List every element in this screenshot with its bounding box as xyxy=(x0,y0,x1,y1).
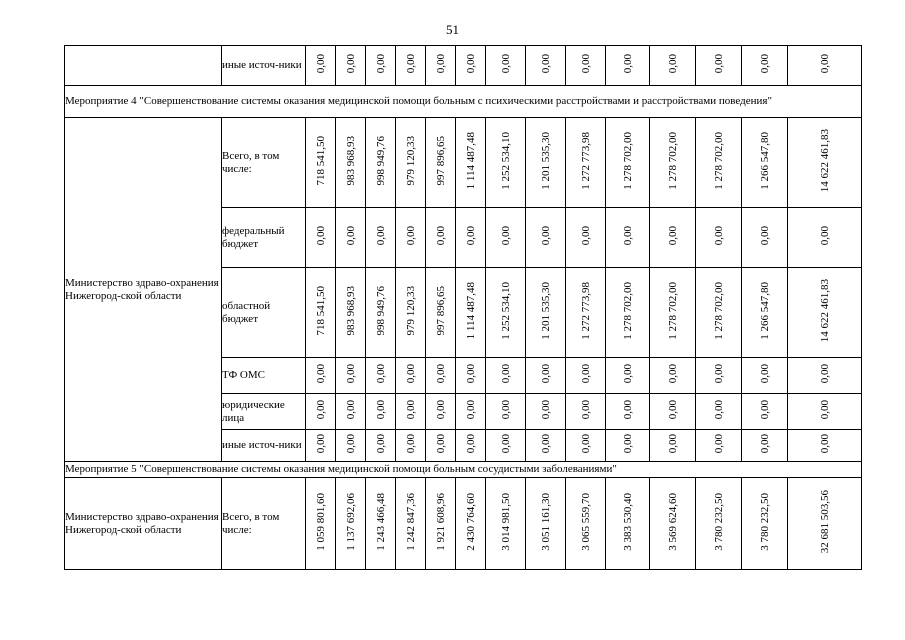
value-text: 0,00 xyxy=(758,433,771,454)
value-cell xyxy=(606,478,650,570)
value-text: 3 780 232,50 xyxy=(712,492,725,551)
value-cell xyxy=(426,430,456,462)
event-header-row xyxy=(65,462,862,478)
table-row xyxy=(65,478,862,570)
value-text: 0,00 xyxy=(464,399,477,420)
value-text: 0,00 xyxy=(621,53,634,74)
value-cell xyxy=(396,268,426,358)
value-text: 3 014 981,50 xyxy=(499,492,512,551)
value-cell xyxy=(696,268,742,358)
value-cell xyxy=(306,430,336,462)
value-cell xyxy=(696,208,742,268)
value-cell xyxy=(526,478,566,570)
value-cell xyxy=(526,268,566,358)
value-cell xyxy=(742,46,788,86)
value-text: 997 896,65 xyxy=(434,135,447,186)
value-text: 0,00 xyxy=(712,399,725,420)
value-cell xyxy=(456,268,486,358)
value-cell xyxy=(526,46,566,86)
funding-source-cell: юридические лица xyxy=(222,394,306,430)
funding-source-cell: Всего, в том числе: xyxy=(222,118,306,208)
value-text: 0,00 xyxy=(464,433,477,454)
value-cell xyxy=(606,118,650,208)
value-text: 0,00 xyxy=(666,225,679,246)
value-text: 0,00 xyxy=(499,363,512,384)
value-cell xyxy=(336,358,366,394)
value-text: 1 278 702,00 xyxy=(666,131,679,190)
value-text: 0,00 xyxy=(464,225,477,246)
value-text: 1 266 547,80 xyxy=(758,131,771,190)
value-text: 1 272 773,98 xyxy=(579,281,592,340)
event-header-row xyxy=(65,86,862,118)
value-cell xyxy=(396,358,426,394)
value-cell xyxy=(566,394,606,430)
value-cell xyxy=(696,358,742,394)
value-cell xyxy=(696,478,742,570)
value-cell xyxy=(526,208,566,268)
value-text: 0,00 xyxy=(666,363,679,384)
value-text: 1 278 702,00 xyxy=(666,281,679,340)
value-cell xyxy=(336,478,366,570)
value-text: 983 968,93 xyxy=(344,285,357,336)
value-text: 0,00 xyxy=(712,225,725,246)
value-cell xyxy=(486,430,526,462)
value-cell xyxy=(696,46,742,86)
value-text: 1 137 692,06 xyxy=(344,492,357,551)
budget-table xyxy=(64,45,862,570)
value-text: 14 622 461,83 xyxy=(818,128,831,193)
value-cell xyxy=(650,478,696,570)
value-text: 0,00 xyxy=(314,433,327,454)
value-text: 0,00 xyxy=(818,399,831,420)
value-text: 0,00 xyxy=(434,433,447,454)
value-cell xyxy=(526,394,566,430)
value-text: 0,00 xyxy=(314,363,327,384)
value-text: 1 201 535,30 xyxy=(539,281,552,340)
value-text: 0,00 xyxy=(712,53,725,74)
value-text: 1 243 466,48 xyxy=(374,492,387,551)
value-text: 32 681 503,56 xyxy=(818,489,831,554)
funding-source-cell: областной бюджет xyxy=(222,268,306,358)
value-cell xyxy=(606,358,650,394)
event-title-cell: Мероприятие 4 "Совершенствование системы оказания медицинской помощи больным с психическими расстройствами и расстройствами поведения" xyxy=(65,86,862,118)
value-cell xyxy=(742,268,788,358)
value-text: 0,00 xyxy=(666,433,679,454)
value-cell xyxy=(336,208,366,268)
value-text: 1 114 487,48 xyxy=(464,281,477,340)
value-text: 0,00 xyxy=(758,399,771,420)
value-cell xyxy=(566,358,606,394)
value-cell xyxy=(396,118,426,208)
value-cell xyxy=(606,46,650,86)
value-cell xyxy=(486,268,526,358)
value-text: 979 120,33 xyxy=(404,135,417,186)
value-cell xyxy=(742,430,788,462)
value-cell xyxy=(456,46,486,86)
value-cell xyxy=(306,358,336,394)
table-row xyxy=(65,46,862,86)
value-text: 0,00 xyxy=(818,53,831,74)
value-cell xyxy=(696,394,742,430)
value-text: 983 968,93 xyxy=(344,135,357,186)
value-text: 0,00 xyxy=(539,225,552,246)
value-text: 0,00 xyxy=(539,399,552,420)
value-text: 0,00 xyxy=(499,399,512,420)
value-cell xyxy=(456,358,486,394)
value-cell xyxy=(366,118,396,208)
value-cell xyxy=(396,394,426,430)
value-text: 0,00 xyxy=(818,433,831,454)
value-text: 0,00 xyxy=(499,433,512,454)
value-cell xyxy=(336,394,366,430)
value-text: 0,00 xyxy=(374,53,387,74)
value-text: 1 114 487,48 xyxy=(464,131,477,190)
value-cell xyxy=(396,208,426,268)
value-cell xyxy=(366,208,396,268)
value-text: 0,00 xyxy=(404,399,417,420)
value-cell xyxy=(566,208,606,268)
value-cell xyxy=(366,46,396,86)
value-cell xyxy=(788,46,862,86)
value-cell xyxy=(306,478,336,570)
organization-cell: Министерство здраво-охранения Нижегород-ской области xyxy=(65,118,222,462)
value-text: 0,00 xyxy=(758,225,771,246)
value-cell xyxy=(650,46,696,86)
value-text: 0,00 xyxy=(579,363,592,384)
value-text: 998 949,76 xyxy=(374,285,387,336)
value-cell xyxy=(526,118,566,208)
value-cell xyxy=(696,118,742,208)
value-text: 0,00 xyxy=(666,53,679,74)
value-text: 718 541,50 xyxy=(314,285,327,336)
value-cell xyxy=(456,478,486,570)
value-cell xyxy=(426,394,456,430)
value-text: 0,00 xyxy=(464,363,477,384)
value-text: 3 780 232,50 xyxy=(758,492,771,551)
value-cell xyxy=(606,268,650,358)
value-cell xyxy=(788,430,862,462)
page-number: 51 xyxy=(446,22,459,37)
value-cell xyxy=(426,358,456,394)
value-text: 0,00 xyxy=(434,225,447,246)
value-text: 0,00 xyxy=(818,363,831,384)
value-text: 1 278 702,00 xyxy=(621,281,634,340)
value-cell xyxy=(788,478,862,570)
value-cell xyxy=(366,268,396,358)
value-text: 718 541,50 xyxy=(314,135,327,186)
value-cell xyxy=(456,208,486,268)
value-cell xyxy=(456,430,486,462)
value-text: 0,00 xyxy=(314,399,327,420)
value-text: 0,00 xyxy=(344,433,357,454)
value-cell xyxy=(788,208,862,268)
value-cell xyxy=(606,430,650,462)
value-text: 998 949,76 xyxy=(374,135,387,186)
value-cell xyxy=(566,430,606,462)
value-cell xyxy=(486,394,526,430)
value-cell xyxy=(566,268,606,358)
value-text: 0,00 xyxy=(539,363,552,384)
value-cell xyxy=(742,118,788,208)
value-cell xyxy=(426,118,456,208)
value-text: 0,00 xyxy=(712,433,725,454)
value-cell xyxy=(336,46,366,86)
value-cell xyxy=(486,46,526,86)
value-text: 0,00 xyxy=(434,399,447,420)
value-cell xyxy=(742,358,788,394)
value-text: 3 065 559,70 xyxy=(579,492,592,551)
value-cell xyxy=(486,358,526,394)
value-text: 0,00 xyxy=(539,53,552,74)
value-cell xyxy=(742,394,788,430)
value-cell xyxy=(426,208,456,268)
funding-source-cell: Всего, в том числе: xyxy=(222,478,306,570)
value-text: 0,00 xyxy=(621,433,634,454)
event-title-cell: Мероприятие 5 "Совершенствование системы оказания медицинской помощи больным сосудистыми заболеваниями" xyxy=(65,462,862,478)
value-text: 0,00 xyxy=(758,363,771,384)
value-text: 979 120,33 xyxy=(404,285,417,336)
value-text: 0,00 xyxy=(666,399,679,420)
value-text: 0,00 xyxy=(344,399,357,420)
funding-source-cell: федеральный бюджет xyxy=(222,208,306,268)
value-cell xyxy=(336,430,366,462)
value-cell xyxy=(306,268,336,358)
value-text: 1 059 801,60 xyxy=(314,492,327,551)
value-text: 1 201 535,30 xyxy=(539,131,552,190)
value-cell xyxy=(396,430,426,462)
value-cell xyxy=(650,268,696,358)
value-cell xyxy=(650,430,696,462)
value-text: 0,00 xyxy=(404,433,417,454)
value-cell xyxy=(650,208,696,268)
value-text: 3 383 530,40 xyxy=(621,492,634,551)
value-cell xyxy=(486,478,526,570)
value-text: 0,00 xyxy=(374,225,387,246)
value-text: 997 896,65 xyxy=(434,285,447,336)
value-cell xyxy=(788,394,862,430)
value-text: 1 272 773,98 xyxy=(579,131,592,190)
organization-cell: Министерство здраво-охранения Нижегород-ской области xyxy=(65,478,222,570)
value-cell xyxy=(696,430,742,462)
value-text: 0,00 xyxy=(434,363,447,384)
value-text: 0,00 xyxy=(758,53,771,74)
organization-cell-empty xyxy=(65,46,222,86)
value-cell xyxy=(396,46,426,86)
value-cell xyxy=(306,118,336,208)
value-text: 0,00 xyxy=(434,53,447,74)
value-text: 0,00 xyxy=(621,363,634,384)
value-cell xyxy=(566,118,606,208)
value-text: 0,00 xyxy=(374,363,387,384)
funding-source-cell: иные источ-ники xyxy=(222,430,306,462)
value-cell xyxy=(650,118,696,208)
value-text: 0,00 xyxy=(404,225,417,246)
value-cell xyxy=(486,118,526,208)
value-cell xyxy=(426,268,456,358)
value-cell xyxy=(606,208,650,268)
value-text: 1 266 547,80 xyxy=(758,281,771,340)
table-row xyxy=(65,118,862,208)
value-cell xyxy=(336,268,366,358)
value-cell xyxy=(788,268,862,358)
value-text: 14 622 461,83 xyxy=(818,278,831,343)
value-text: 0,00 xyxy=(499,53,512,74)
value-text: 0,00 xyxy=(579,53,592,74)
value-text: 0,00 xyxy=(464,53,477,74)
value-text: 0,00 xyxy=(621,225,634,246)
value-cell xyxy=(366,394,396,430)
value-cell xyxy=(606,394,650,430)
value-cell xyxy=(526,358,566,394)
value-text: 0,00 xyxy=(579,399,592,420)
value-text: 1 278 702,00 xyxy=(712,281,725,340)
value-text: 0,00 xyxy=(344,225,357,246)
value-text: 0,00 xyxy=(539,433,552,454)
value-cell xyxy=(486,208,526,268)
funding-source-cell: иные источ-ники xyxy=(222,46,306,86)
value-cell xyxy=(456,394,486,430)
value-cell xyxy=(366,358,396,394)
value-text: 3 051 161,30 xyxy=(539,492,552,551)
value-text: 0,00 xyxy=(404,363,417,384)
value-text: 1 278 702,00 xyxy=(712,131,725,190)
value-cell xyxy=(566,478,606,570)
value-cell xyxy=(788,118,862,208)
value-text: 1 242 847,36 xyxy=(404,492,417,551)
value-cell xyxy=(366,430,396,462)
value-text: 3 569 624,60 xyxy=(666,492,679,551)
value-cell xyxy=(742,208,788,268)
value-cell xyxy=(566,46,606,86)
value-cell xyxy=(788,358,862,394)
value-text: 0,00 xyxy=(621,399,634,420)
value-text: 0,00 xyxy=(579,433,592,454)
funding-source-cell: ТФ ОМС xyxy=(222,358,306,394)
value-text: 2 430 764,60 xyxy=(464,492,477,551)
value-text: 0,00 xyxy=(712,363,725,384)
value-text: 0,00 xyxy=(818,225,831,246)
value-cell xyxy=(396,478,426,570)
value-cell xyxy=(366,478,396,570)
value-text: 1 278 702,00 xyxy=(621,131,634,190)
value-cell xyxy=(456,118,486,208)
value-text: 0,00 xyxy=(374,433,387,454)
value-text: 0,00 xyxy=(404,53,417,74)
value-cell xyxy=(426,46,456,86)
value-text: 1 921 608,96 xyxy=(434,492,447,551)
value-text: 0,00 xyxy=(344,363,357,384)
value-cell xyxy=(306,46,336,86)
value-text: 0,00 xyxy=(314,225,327,246)
value-cell xyxy=(742,478,788,570)
value-text: 1 252 534,10 xyxy=(499,281,512,340)
value-text: 1 252 534,10 xyxy=(499,131,512,190)
value-cell xyxy=(650,394,696,430)
value-cell xyxy=(650,358,696,394)
value-cell xyxy=(336,118,366,208)
value-text: 0,00 xyxy=(374,399,387,420)
value-text: 0,00 xyxy=(344,53,357,74)
value-text: 0,00 xyxy=(499,225,512,246)
value-cell xyxy=(426,478,456,570)
value-cell xyxy=(526,430,566,462)
value-cell xyxy=(306,394,336,430)
value-text: 0,00 xyxy=(579,225,592,246)
value-cell xyxy=(306,208,336,268)
value-text: 0,00 xyxy=(314,53,327,74)
